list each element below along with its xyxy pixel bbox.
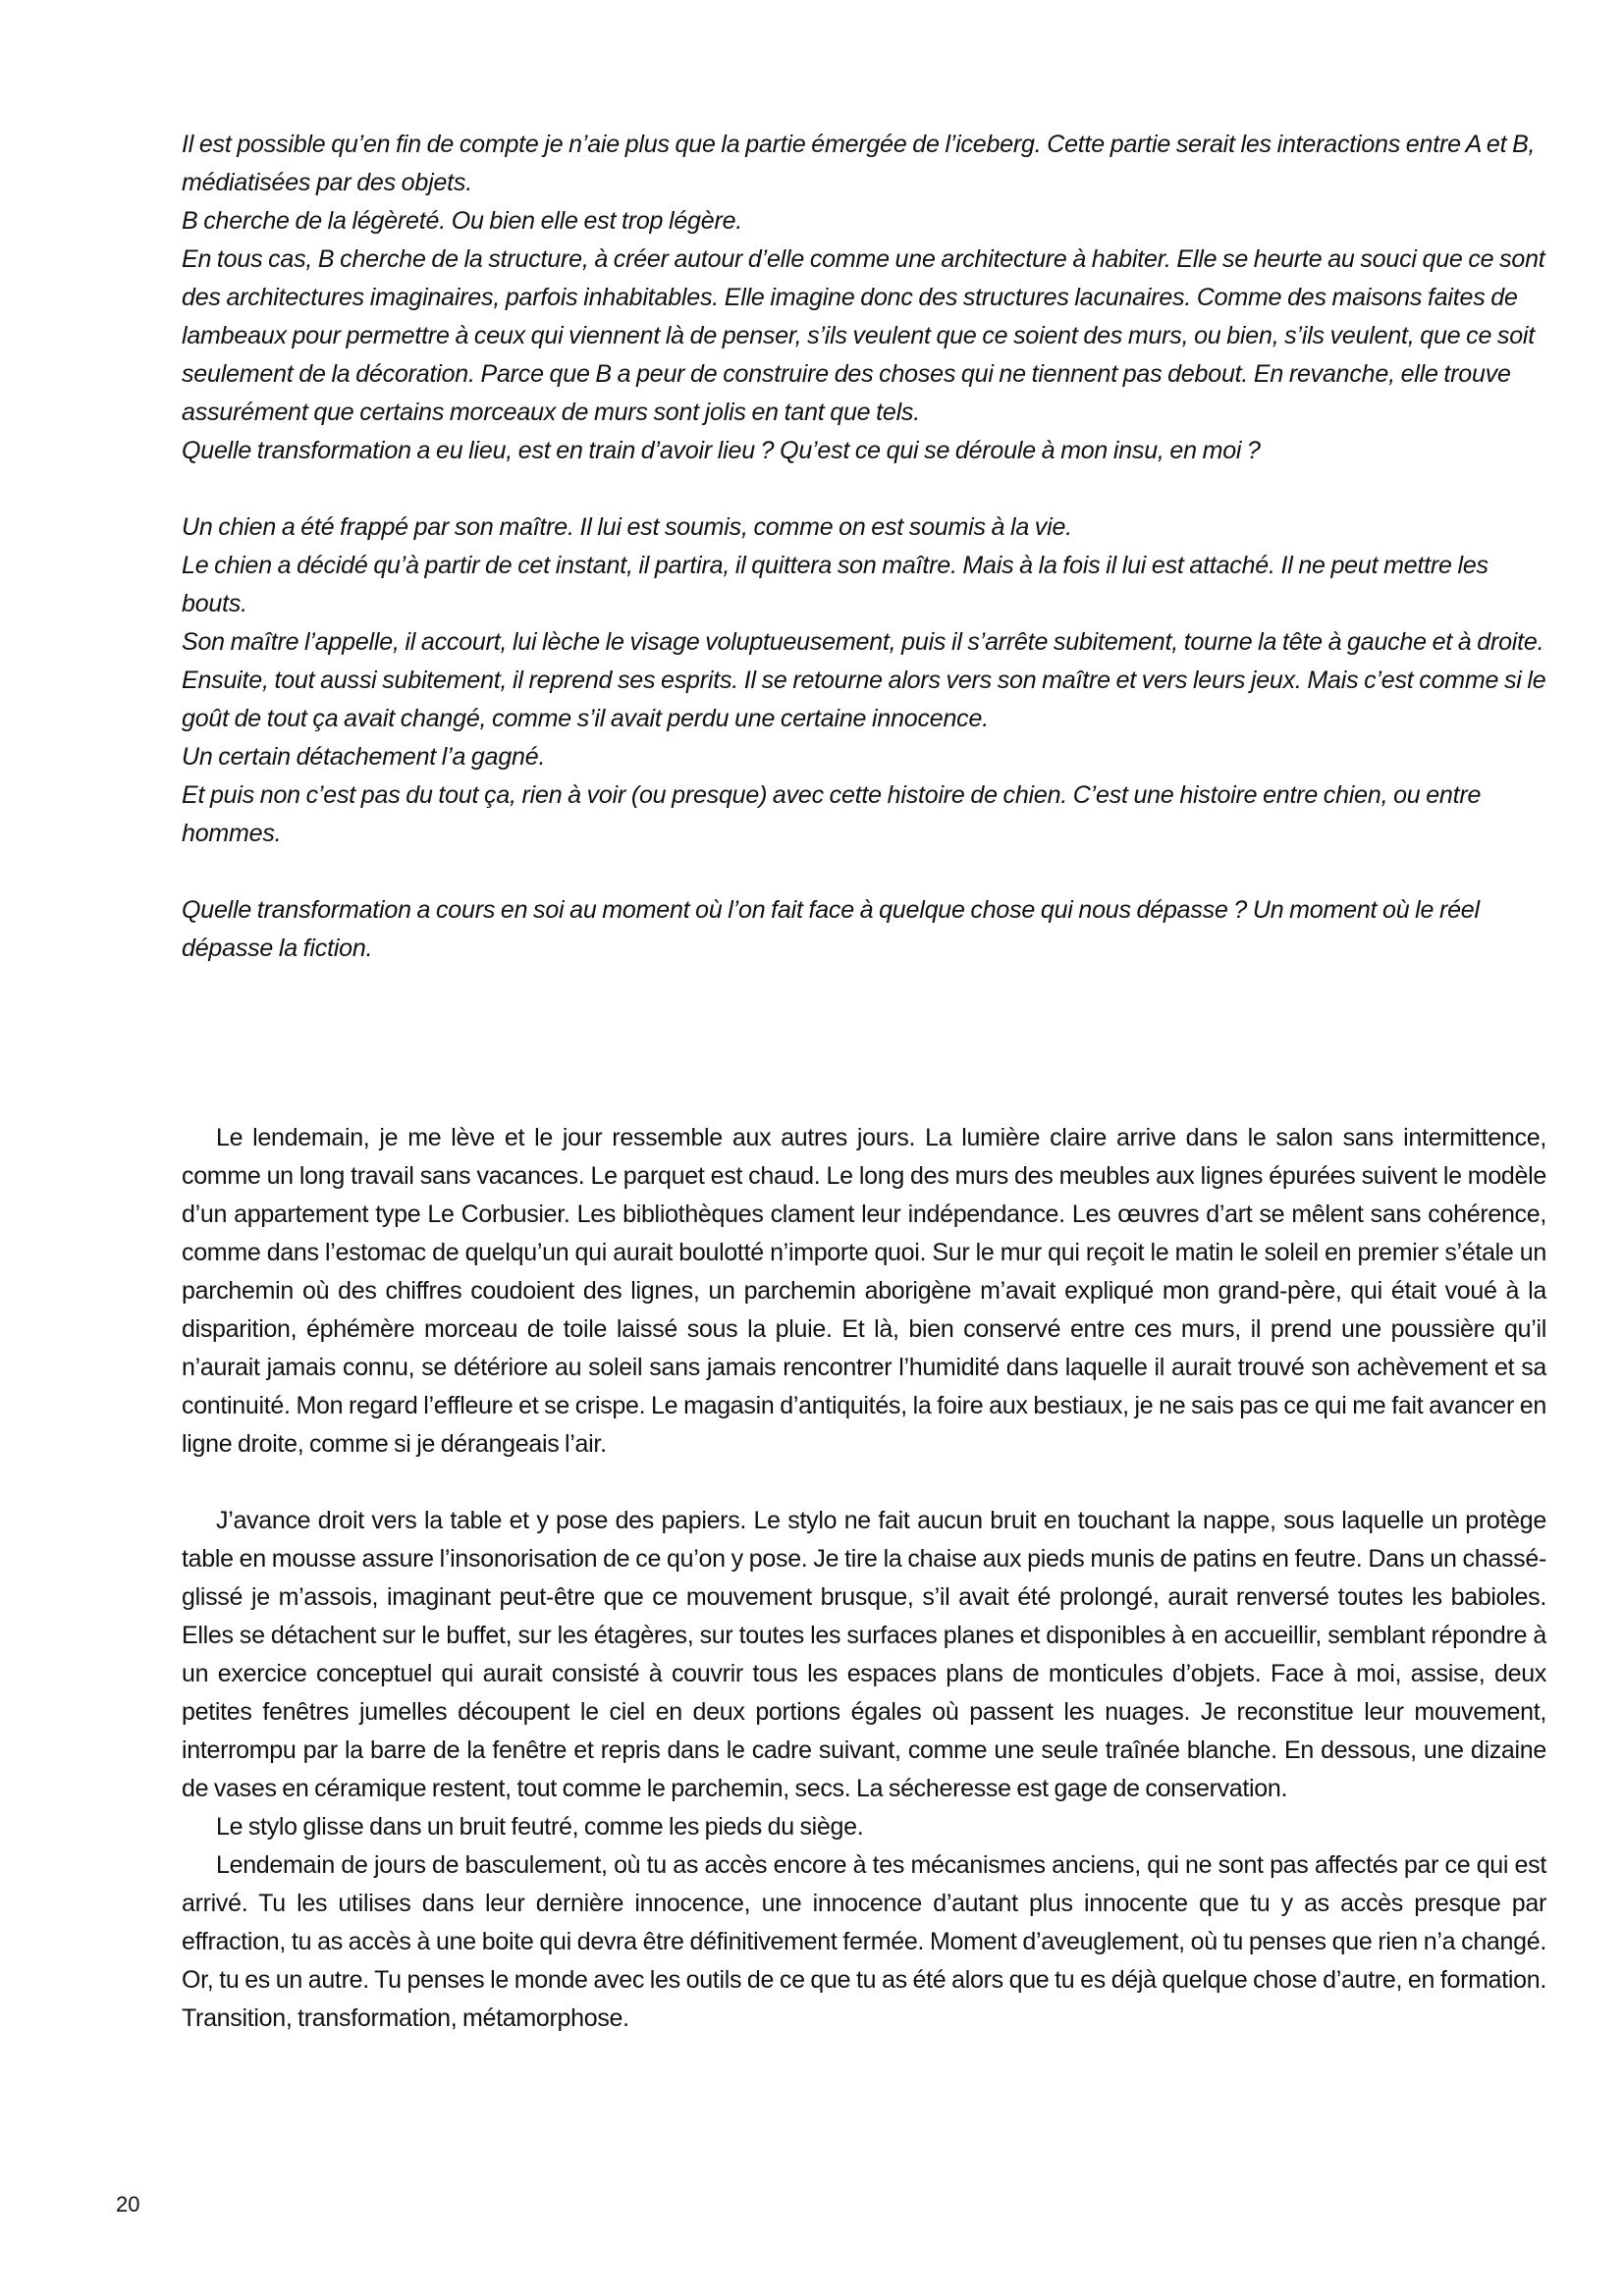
- note-paragraph: Il est possible qu’en fin de compte je n’aie plus que la partie émergée de l’iceberg. Cette partie serait les interactions entre A et B, médiatisées par des objets.: [182, 131, 1536, 196]
- prose-section: [182, 1119, 1546, 2038]
- prose-paragraph: Le stylo glisse dans un bruit feutré, comme les pieds du siège.: [216, 1813, 864, 1841]
- dog-story-paragraph: Un chien a été frappé par son maître. Il lui est soumis, comme on est soumis à la vie.: [182, 513, 1072, 541]
- italic-notes-section: [182, 126, 1546, 968]
- question-paragraph: Quelle transformation a cours en soi au moment où l’on fait face à quelque chose qui nous dépasse ? Un moment où le réel dépasse la fiction.: [182, 896, 1480, 962]
- prose-paragraph: Le lendemain, je me lève et le jour ressemble aux autres jours. La lumière claire arrive dans le salon sans intermittence, comme un long travail sans vacances. Le parquet est chaud. Le long des murs des meubles aux lignes épurées suivent le modèle d’un appartement type Le Corbusier. Les bibliothèques clament leur indépendance. Les œuvres d’art se mêlent sans cohérence, comme dans l’estomac de quelqu’un qui aurait boulotté n’importe quoi. Sur le mur qui reçoit le matin le soleil en premier s’étale un parchemin où des chiffres coudoient des lignes, un parchemin aborigène m’avait expliqué mon grand-père, qui était voué à la disparition, éphémère morceau de toile laissé sous la pluie. Et là, bien conservé entre ces murs, il prend une poussière qu’il n’aurait jamais connu, se détériore au soleil sans jamais rencontrer l’humidité dans laquelle il aurait trouvé son achèvement et sa continuité. Mon regard l’effleure et se crispe. Le magasin d’antiquités, la foire aux bestiaux, je ne sais pas ce qui me fait avancer en ligne droite, comme si je dérangeais l’air.: [182, 1124, 1546, 1458]
- note-paragraph: Quelle transformation a eu lieu, est en train d’avoir lieu ? Qu’est ce qui se déroule à mon insu, en moi ?: [182, 437, 1261, 464]
- dog-story-paragraph: Le chien a décidé qu’à partir de cet instant, il partira, il quittera son maître. Mais à la fois il lui est attaché. Il ne peut mettre les bouts.: [182, 552, 1489, 617]
- note-paragraph: En tous cas, B cherche de la structure, à créer autour d’elle comme une architecture à habiter. Elle se heurte au souci que ce sont des architectures imaginaires, parfois inhabitables. Elle imagine donc des structures lacunaires. Comme des maisons faites de lambeaux pour permettre à ceux qui viennent là de penser, s’ils veulent que ce soient des murs, ou bien, s’ils veulent, que ce soit seulement de la décoration. Parce que B a peur de construire des choses qui ne tiennent pas debout. En revanche, elle trouve assurément que certains morceaux de murs sont jolis en tant que tels.: [182, 245, 1545, 426]
- paragraph-gap: [182, 470, 1546, 508]
- paragraph-gap: [182, 853, 1546, 891]
- page-number: 20: [116, 2192, 140, 2216]
- dog-story-paragraph: Et puis non c’est pas du tout ça, rien à voir (ou presque) avec cette histoire de chien. C’est une histoire entre chien, ou entre hommes.: [182, 781, 1482, 847]
- prose-paragraph: J’avance droit vers la table et y pose des papiers. Le stylo ne fait aucun bruit en touchant la nappe, sous laquelle un protège table en mousse assure l’insonorisation de ce qu’on y pose. Je tire la chaise aux pieds munis de patins en feutre. Dans un chassé-glissé je m’assois, imaginant peut-être que ce mouvement brusque, s’il avait été prolongé, aurait renversé toutes les babioles. Elles se détachent sur le buffet, sur les étagères, sur toutes les surfaces planes et disponibles à en accueillir, semblant répondre à un exercice conceptuel qui aurait consisté à couvrir tous les espaces plans de monticules d’objets. Face à moi, assise, deux petites fenêtres jumelles découpent le ciel en deux portions égales où passent les nuages. Je reconstitue leur mouvement, interrompu par la barre de la fenêtre et repris dans le cadre suivant, comme une seule traînée blanche. En dessous, une dizaine de vases en céramique restent, tout comme le parchemin, secs. La sécheresse est gage de conservation.: [182, 1507, 1546, 1802]
- dog-story-paragraph: Son maître l’appelle, il accourt, lui lèche le visage voluptueusement, puis il s’arrête subitement, tourne la tête à gauche et à droite. Ensuite, tout aussi subitement, il reprend ses esprits. Il se retourne alors vers son maître et vers leurs jeux. Mais c’est comme si le goût de tout ça avait changé, comme s’il avait perdu une certaine innocence.: [182, 628, 1546, 732]
- paragraph-gap: [182, 1464, 1546, 1502]
- dog-story-paragraph: Un certain détachement l’a gagné.: [182, 743, 546, 771]
- prose-paragraph: Lendemain de jours de basculement, où tu as accès encore à tes mécanismes anciens, qui ne sont pas affectés par ce qui est arrivé. Tu les utilises dans leur dernière innocence, une innocence d’autant plus innocente que tu y as accès presque par effraction, tu as accès à une boite qui devra être définitivement fermée. Moment d’aveuglement, où tu penses que rien n’a changé. Or, tu es un autre. Tu penses le monde avec les outils de ce que tu as été alors que tu es déjà quelque chose d’autre, en formation. Transition, transformation, métamorphose.: [182, 1851, 1546, 2032]
- note-paragraph: B cherche de la légèreté. Ou bien elle est trop légère.: [182, 207, 743, 235]
